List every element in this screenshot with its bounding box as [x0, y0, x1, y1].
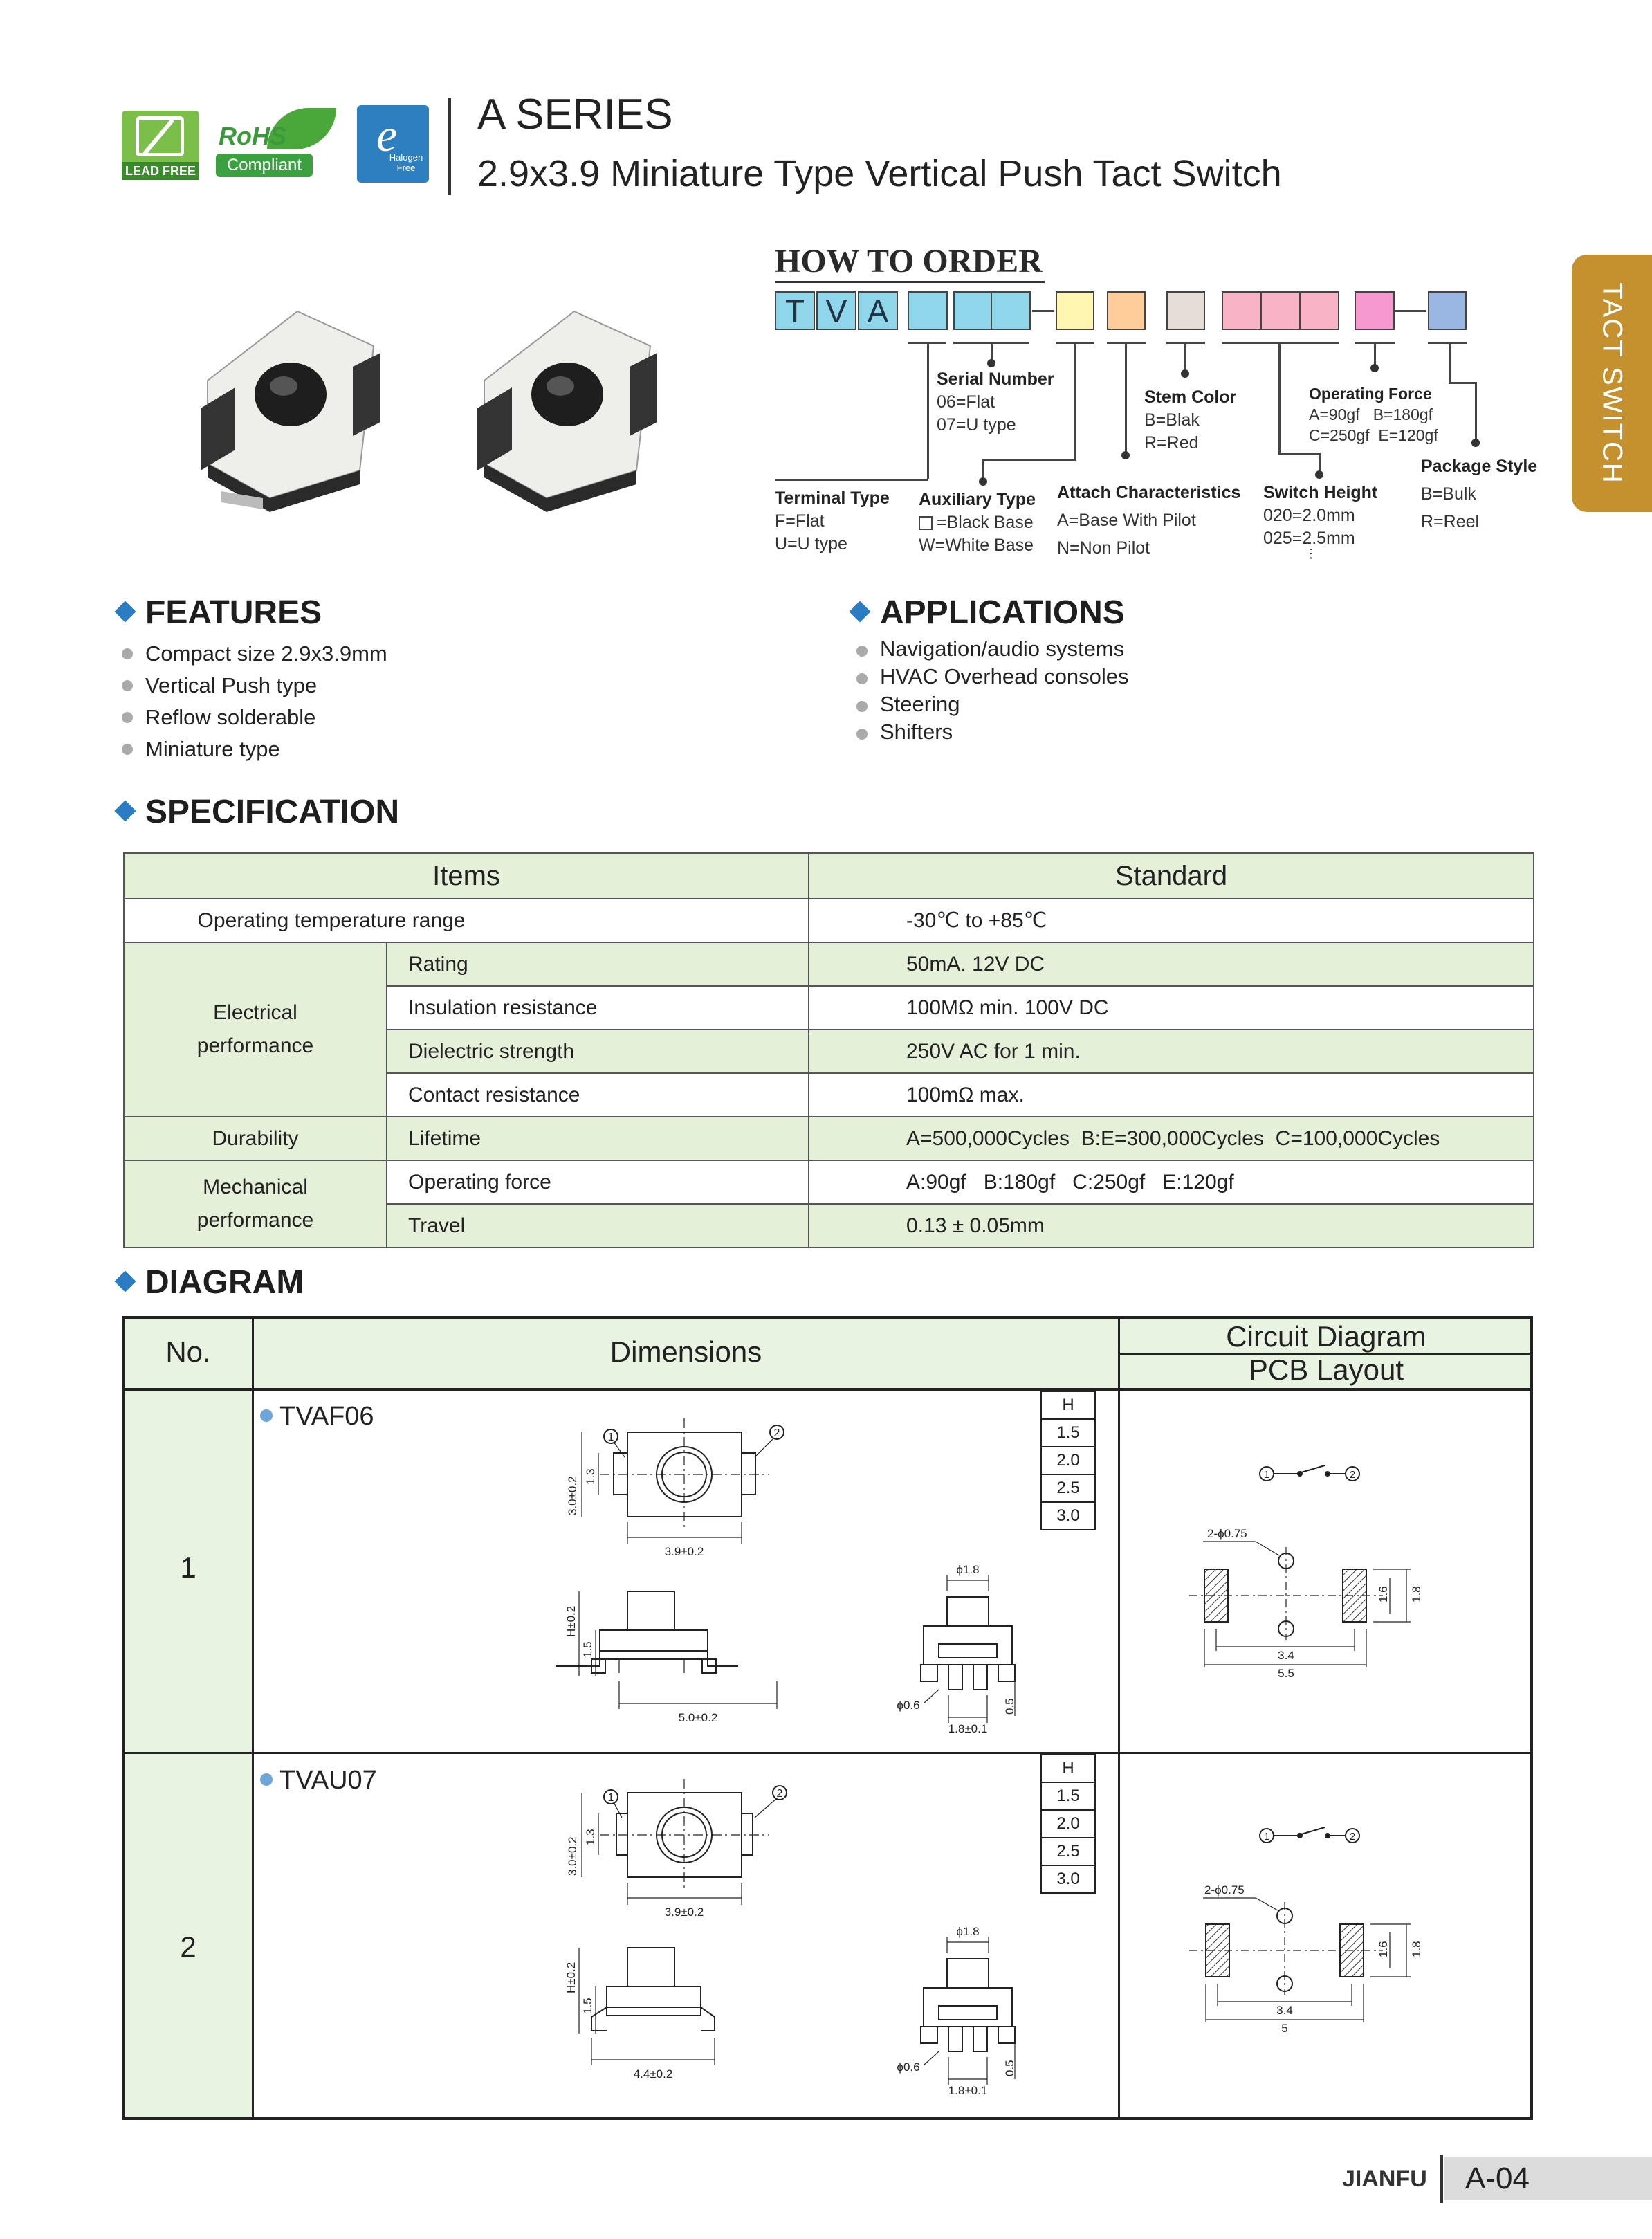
- order-box-height-3: [1299, 291, 1339, 330]
- order-letter-t: T: [775, 291, 815, 330]
- rohs-text: RoHS: [219, 122, 286, 150]
- dim-label: 1.3: [584, 1468, 597, 1485]
- list-item: HVAC Overhead consoles: [856, 663, 1129, 691]
- list-item: Reflow solderable: [122, 702, 387, 733]
- order-box-terminal: [908, 291, 948, 330]
- dim-label: 1.8±0.1: [948, 1722, 988, 1735]
- col-no: No.: [165, 1335, 211, 1368]
- table-row: [124, 899, 1534, 942]
- pcb-label: 3.4: [1278, 1649, 1294, 1662]
- dim-label: 1.8±0.1: [948, 2084, 988, 2097]
- attach-characteristics-label: Attach Characteristics A=Base With Pilot N=Non Pilot: [1057, 483, 1241, 558]
- dim-label: ϕ1.8: [956, 1925, 980, 1938]
- pcb-drawing-2: [1120, 1754, 1530, 2117]
- dim-label: 3.9±0.2: [664, 1545, 704, 1558]
- dim-label: 0.5: [1003, 2060, 1016, 2076]
- model-name: TVAU07: [260, 1766, 377, 1795]
- order-box-serial-1: [953, 291, 993, 330]
- cell: A=500,000Cycles B:E=300,000Cycles C=100,000Cycles: [809, 1117, 1534, 1160]
- pcb-label: 1.8: [1410, 1941, 1423, 1957]
- cell: H: [1041, 1391, 1095, 1419]
- order-box-attach: [1107, 291, 1146, 330]
- col-items: Items: [124, 853, 809, 899]
- list-item: Vertical Push type: [122, 670, 387, 702]
- connector-dot: [1471, 439, 1480, 447]
- table-row: [124, 1160, 1534, 1204]
- dim-label: 1.3: [584, 1829, 597, 1845]
- pcb-label: 1.6: [1377, 1941, 1390, 1957]
- order-box-auxiliary: [1056, 291, 1094, 330]
- pcb-label: 2-ϕ0.75: [1204, 1883, 1245, 1897]
- switch-photo-left: [201, 311, 380, 512]
- terminal-type-label: Terminal Type F=Flat U=U type: [775, 488, 890, 554]
- connector: [1278, 453, 1320, 455]
- circuit-switch-symbol: [1260, 1827, 1359, 1843]
- col-pcb: PCB Layout: [1248, 1353, 1404, 1386]
- connector: [927, 342, 929, 479]
- connector: [1449, 342, 1451, 383]
- pin-label: 2: [773, 1427, 780, 1439]
- cell: Insulation resistance: [387, 986, 809, 1030]
- pin-label: 1: [607, 1432, 614, 1443]
- dim-label: ϕ0.6: [897, 1699, 920, 1712]
- cell: Operating temperature range: [124, 899, 809, 942]
- cell: 2.0: [1041, 1447, 1095, 1474]
- diagram-table: [122, 1316, 1533, 2120]
- diagram-heading: DIAGRAM: [118, 1263, 304, 1301]
- list-item: Shifters: [856, 718, 1129, 746]
- applications-list: [856, 635, 1129, 746]
- cell: 3.0: [1041, 1502, 1095, 1530]
- dim-label: H±0.2: [565, 1962, 578, 1993]
- pcb-label: 1.6: [1377, 1586, 1390, 1602]
- diamond-icon: [114, 1270, 136, 1292]
- cell: 1.5: [1041, 1419, 1095, 1447]
- diamond-icon: [114, 601, 136, 622]
- cell: Lifetime: [387, 1117, 809, 1160]
- connector: [775, 479, 928, 481]
- cell: 2.5: [1041, 1474, 1095, 1502]
- col-circuit: Circuit Diagram: [1226, 1320, 1426, 1353]
- lead-free-logo: [122, 111, 199, 180]
- cell: H: [1041, 1755, 1095, 1782]
- dim-label: 1.5: [581, 1998, 594, 2014]
- side-tab-label: TACT SWITCH: [1597, 282, 1628, 484]
- dim-label: 3.0±0.2: [566, 1476, 579, 1515]
- list-item: Miniature type: [122, 733, 387, 765]
- pcb-drawing-1: [1120, 1391, 1530, 1752]
- model-name: TVAF06: [260, 1402, 374, 1432]
- order-dash: [1032, 310, 1054, 312]
- diamond-icon: [849, 601, 870, 622]
- cell: Dielectric strength: [387, 1030, 809, 1073]
- dimension-drawing-1: [254, 1391, 1118, 1752]
- halogen-free-text: Halogen Free: [389, 152, 423, 173]
- list-item: Navigation/audio systems: [856, 635, 1129, 663]
- row-number: 2: [180, 1930, 196, 1963]
- connector: [1125, 342, 1127, 453]
- table-row: [124, 942, 1534, 986]
- connector-dot: [1315, 470, 1323, 479]
- cell: 3.0: [1041, 1865, 1095, 1893]
- pcb-label: 3.4: [1276, 2004, 1293, 2017]
- switch-height-label: Switch Height 020=2.0mm 025=2.5mm ⋮: [1263, 483, 1378, 560]
- table-row: [124, 1117, 1534, 1160]
- pin-label: 2: [1349, 1469, 1356, 1481]
- pcb-label: 5.5: [1278, 1667, 1294, 1680]
- rohs-logo: [212, 108, 343, 181]
- cell: 2.0: [1041, 1810, 1095, 1838]
- dim-label: ϕ0.6: [897, 2060, 920, 2074]
- order-box-force: [1355, 291, 1395, 330]
- cell: Contact resistance: [387, 1073, 809, 1117]
- dim-label: 3.9±0.2: [664, 1906, 704, 1919]
- cell: Travel: [387, 1204, 809, 1248]
- list-item: Steering: [856, 691, 1129, 718]
- cell: 2.5: [1041, 1838, 1095, 1865]
- lead-free-text: LEAD FREE: [122, 162, 199, 180]
- row-number: 1: [180, 1551, 196, 1584]
- connector: [1428, 342, 1467, 344]
- serial-number-label: Serial Number 06=Flat 07=U type: [937, 369, 1054, 435]
- specification-heading: SPECIFICATION: [118, 793, 399, 831]
- dimension-drawing-2: [254, 1754, 1118, 2117]
- cell: 50mA. 12V DC: [809, 942, 1534, 986]
- cell: Rating: [387, 942, 809, 986]
- auxiliary-type-label: Auxiliary Type =Black Base W=White Base: [919, 490, 1036, 555]
- connector-dot: [1121, 451, 1130, 459]
- cell: 100mΩ max.: [809, 1073, 1534, 1117]
- cell: A:90gf B:180gf C:250gf E:120gf: [809, 1160, 1534, 1204]
- pin-label: 1: [607, 1792, 614, 1804]
- connector-dot: [1181, 369, 1189, 378]
- col-dimensions: Dimensions: [609, 1335, 762, 1368]
- series-title: A SERIES: [477, 91, 673, 138]
- footer-brand: JIANFU: [1342, 2166, 1427, 2192]
- operating-force-label: Operating Force A=90gf B=180gf C=250gf E=120gf: [1309, 385, 1438, 444]
- cell: 0.13 ± 0.05mm: [809, 1204, 1534, 1248]
- page-number: A-04: [1465, 2162, 1530, 2195]
- order-box-stem: [1166, 291, 1205, 330]
- cell: 250V AC for 1 min.: [809, 1030, 1534, 1073]
- cell: Operating force: [387, 1160, 809, 1204]
- switch-photo-right: [477, 311, 657, 512]
- pcb-layout: [1189, 1898, 1411, 2022]
- connector: [1074, 342, 1076, 461]
- dim-label: ϕ1.8: [956, 1563, 980, 1576]
- order-dash-2: [1395, 310, 1426, 312]
- dim-label: H±0.2: [565, 1605, 578, 1637]
- col-standard: Standard: [809, 853, 1534, 899]
- connector: [1222, 342, 1339, 344]
- package-style-label: Package Style B=Bulk R=Reel: [1421, 457, 1538, 531]
- side-tab: [1572, 255, 1652, 512]
- order-letter-a: A: [858, 291, 898, 330]
- order-letter-v: V: [816, 291, 856, 330]
- connector: [982, 459, 1075, 461]
- list-item: Compact size 2.9x3.9mm: [122, 638, 387, 670]
- page-number-box: [1444, 2157, 1652, 2200]
- pin-label: 2: [776, 1788, 783, 1800]
- connector: [1449, 382, 1476, 384]
- dim-label: 1.5: [581, 1641, 594, 1658]
- pcb-label: 1.8: [1410, 1586, 1423, 1602]
- order-box-height-2: [1260, 291, 1301, 330]
- applications-heading: APPLICATIONS: [852, 594, 1125, 632]
- connector-dot: [1370, 364, 1379, 372]
- features-list: [122, 638, 387, 765]
- order-box-serial-2: [991, 291, 1031, 330]
- footer-separator: [1440, 2155, 1443, 2203]
- connector: [1184, 342, 1186, 372]
- dim-label: 3.0±0.2: [566, 1836, 579, 1876]
- connector: [1475, 382, 1477, 441]
- connector: [1374, 342, 1376, 367]
- dim-label: 0.5: [1003, 1698, 1016, 1715]
- connector-dot: [979, 477, 987, 486]
- pin-label: 1: [1263, 1831, 1270, 1843]
- cell: Electrical performance: [124, 942, 387, 1117]
- diamond-icon: [114, 800, 136, 821]
- series-subtitle: 2.9x3.9 Miniature Type Vertical Push Tact Switch: [477, 153, 1282, 194]
- e-icon: e: [376, 109, 398, 161]
- connector-dot: [987, 359, 995, 367]
- circuit-switch-symbol: [1260, 1465, 1359, 1481]
- rohs-compliant-text: Compliant: [216, 154, 313, 177]
- connector: [1278, 342, 1281, 454]
- cell: 100MΩ min. 100V DC: [809, 986, 1534, 1030]
- title-separator: [448, 98, 451, 195]
- table-row: [124, 853, 1534, 899]
- cell: -30℃ to +85℃: [809, 899, 1534, 942]
- how-to-order-underline: [775, 281, 1045, 283]
- dim-label: 5.0±0.2: [678, 1711, 718, 1724]
- order-box-height-1: [1222, 291, 1262, 330]
- specification-table: [123, 852, 1534, 1248]
- product-photo: [194, 291, 678, 512]
- how-to-order-title: HOW TO ORDER: [775, 243, 1043, 280]
- pcb-label: 5: [1281, 2022, 1288, 2035]
- cell: 1.5: [1041, 1782, 1095, 1810]
- features-heading: FEATURES: [118, 594, 322, 632]
- pin-label: 2: [1349, 1831, 1356, 1843]
- stem-color-label: Stem Color B=Blak R=Red: [1144, 387, 1237, 453]
- pcb-layout: [1189, 1542, 1411, 1667]
- pcb-label: 2-ϕ0.75: [1207, 1527, 1247, 1540]
- halogen-free-logo: [357, 105, 429, 183]
- cell: Durability: [124, 1117, 387, 1160]
- cell: Mechanical performance: [124, 1160, 387, 1248]
- order-box-package: [1428, 291, 1467, 330]
- dim-label: 4.4±0.2: [633, 2067, 673, 2081]
- checkbox-square-icon: [919, 516, 933, 530]
- pin-label: 1: [1263, 1469, 1270, 1481]
